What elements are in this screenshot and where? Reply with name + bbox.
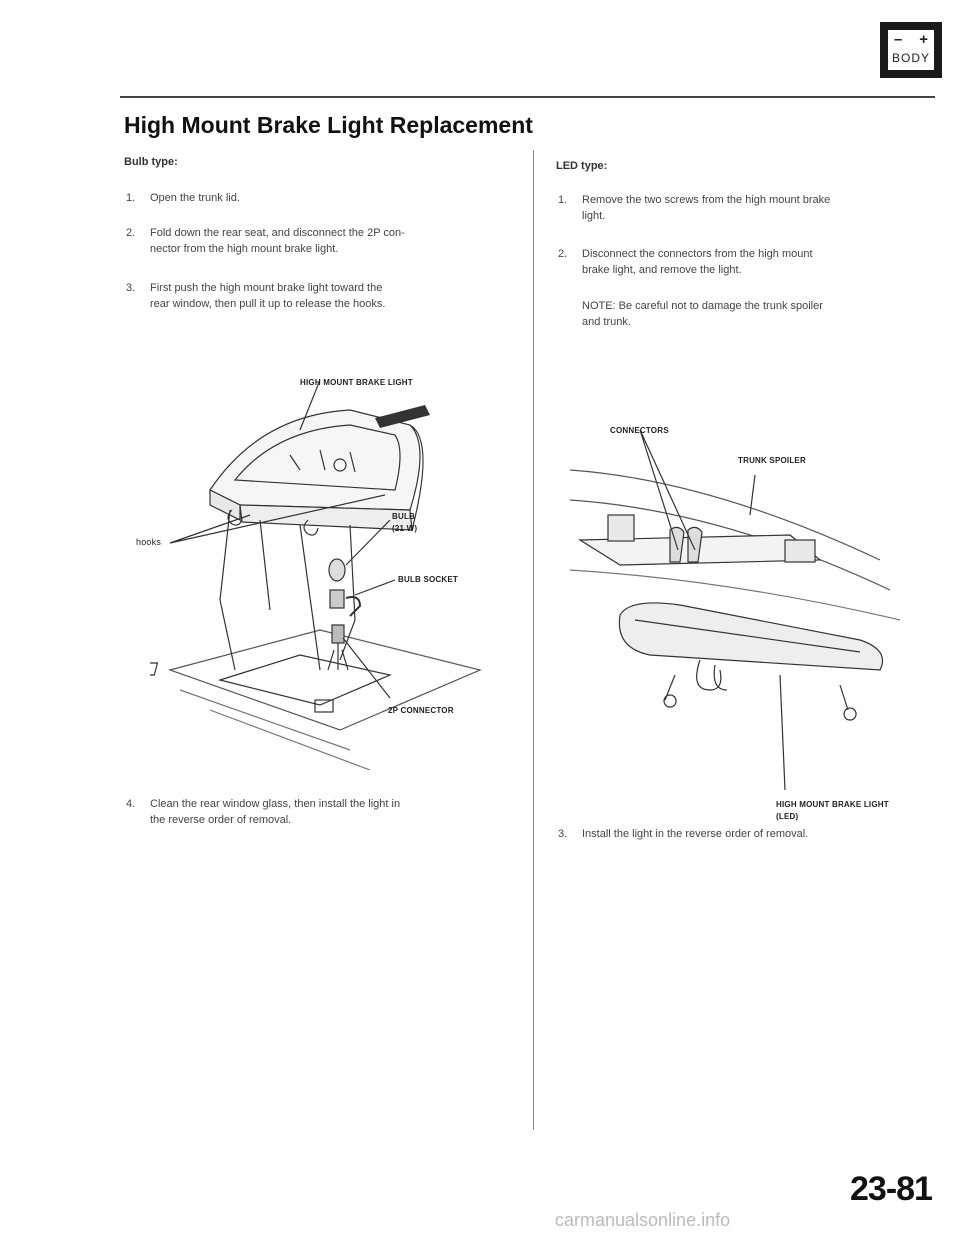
note-line: NOTE: Be careful not to damage the trunk spoiler: [582, 300, 823, 312]
led-note: [582, 298, 942, 330]
label-high-mount-brake-light: HIGH MOUNT BRAKE LIGHT: [300, 378, 413, 387]
step-text: light.: [582, 210, 606, 222]
step-text: Fold down the rear seat, and disconnect the 2P con-: [150, 227, 405, 239]
led-type-illustration: [560, 390, 940, 790]
plus-sign: +: [919, 31, 928, 48]
step-text: brake light, and remove the light.: [582, 264, 742, 276]
step-text: rear window, then pull it up to release the hooks.: [150, 298, 386, 310]
column-divider: [533, 150, 534, 1130]
label-hooks: hooks: [136, 537, 162, 547]
bulb-step-4: [126, 796, 526, 830]
step-text: Remove the two screws from the high mount brake: [582, 194, 831, 206]
page-title: High Mount Brake Light Replacement: [124, 112, 533, 138]
step-number: 2.: [126, 227, 136, 239]
badge-label: BODY: [891, 51, 930, 65]
led-type-heading: LED type:: [556, 160, 608, 172]
step-number: 3.: [126, 282, 136, 294]
step-text: Open the trunk lid.: [150, 192, 240, 204]
step-number: 1.: [558, 194, 568, 206]
step-number: 2.: [558, 248, 568, 260]
led-step-2: [558, 246, 938, 280]
bulb-step-3: [126, 280, 516, 314]
step-number: 3.: [558, 828, 568, 840]
watermark: carmanualsonline.info: [555, 1210, 731, 1230]
step-text: First push the high mount brake light toward the: [150, 282, 383, 294]
body-section-badge: [880, 22, 942, 78]
bulb-step-1: [126, 190, 516, 208]
battery-icon: [888, 30, 934, 70]
bulb-type-illustration: [150, 370, 510, 770]
label-bulb-socket: BULB SOCKET: [398, 575, 458, 584]
label-connectors: CONNECTORS: [610, 426, 669, 435]
note-line: and trunk.: [582, 316, 631, 328]
step-number: 1.: [126, 192, 136, 204]
led-step-1: [558, 192, 938, 226]
step-number: 4.: [126, 798, 136, 810]
label-bulb-wattage: (21 W): [392, 524, 418, 533]
minus-sign: –: [894, 31, 903, 48]
bulb-type-heading: Bulb type:: [124, 156, 178, 168]
led-step-3: [558, 826, 938, 844]
page-number: 23-81: [850, 1170, 932, 1208]
step-text: nector from the high mount brake light.: [150, 243, 339, 255]
step-text: Clean the rear window glass, then install the light in: [150, 798, 401, 810]
label-trunk-spoiler: TRUNK SPOILER: [738, 456, 806, 465]
label-high-mount-brake-light-led: HIGH MOUNT BRAKE LIGHT: [776, 800, 889, 809]
step-text: Install the light in the reverse order of removal.: [582, 828, 809, 840]
label-bulb: BULB: [392, 512, 416, 521]
header-rule: [120, 96, 935, 98]
label-led: (LED): [776, 812, 799, 821]
step-text: Disconnect the connectors from the high mount: [582, 248, 813, 260]
label-2p-connector: 2P CONNECTOR: [388, 706, 454, 715]
bulb-step-2: [126, 225, 516, 259]
step-text: the reverse order of removal.: [150, 814, 292, 826]
